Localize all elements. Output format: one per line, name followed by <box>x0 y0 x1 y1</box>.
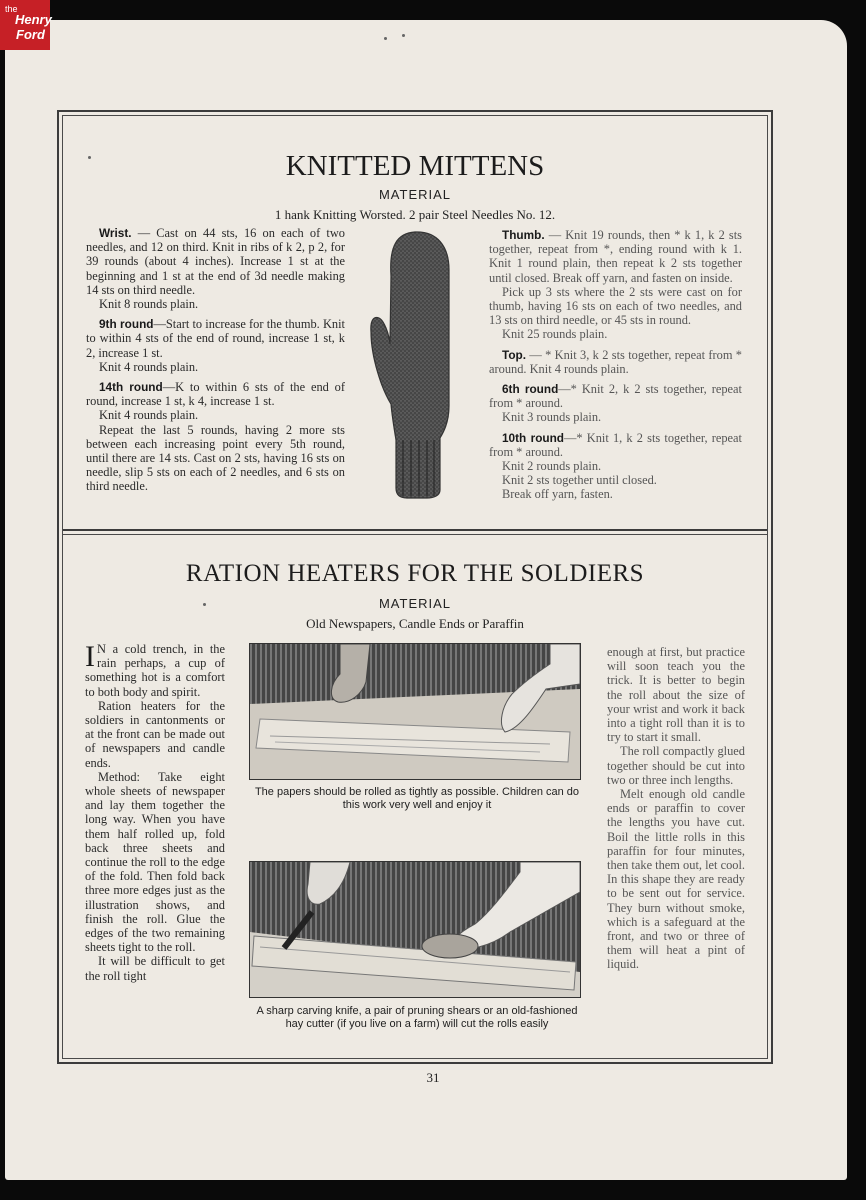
photo-cutting-rolls <box>249 861 581 998</box>
paragraph <box>85 770 225 955</box>
step-label: Wrist. <box>99 226 132 240</box>
paragraph <box>607 744 745 787</box>
speck <box>402 34 405 37</box>
step-label: 9th round <box>99 317 154 332</box>
logo-word-henry: Henry <box>15 12 52 27</box>
step-text: Knit 8 rounds plain. <box>99 297 199 312</box>
paragraph <box>489 473 742 487</box>
heaters-left-column <box>85 642 225 983</box>
step-text: Knit 2 sts together until closed. <box>502 473 657 488</box>
step-text: Knit 25 rounds plain. <box>502 327 608 342</box>
caption-rolling: The papers should be rolled as tightly as possible. Children can do this work very well and enjoy it <box>254 786 580 811</box>
paragraph <box>489 348 742 376</box>
step-text: Pick up 3 sts where the 2 sts were cast on for thumb, having 16 sts on each of two needles, and 13 sts on third needle, or 45 sts in round. <box>489 284 742 328</box>
paragraph-text: Ration heaters for the soldiers in cantonments or at the front can be made out of newspapers and candle ends. <box>85 698 225 770</box>
paragraph <box>86 360 345 374</box>
step-text: Knit 3 rounds plain. <box>502 410 602 425</box>
mitten-illustration <box>367 228 463 500</box>
paragraph <box>85 642 225 699</box>
paragraph-text: It will be difficult to get the roll tight <box>85 954 225 983</box>
step-text: — Knit 19 rounds, then * k 1, k 2 sts together, repeat from *, ending round with k 1. Knit 1 round plain, then repeat k 2 sts together until closed. Break off yarn, and fasten on inside. <box>489 228 742 285</box>
paragraph-text: enough at first, but practice will soon teach you the trick. It is better to begin the roll about the size of your wrist and work it back into a tight roll than it is to try to start it small. <box>607 645 745 745</box>
mittens-material-heading: MATERIAL <box>378 187 452 202</box>
paragraph <box>85 954 225 982</box>
paragraph-text: Melt enough old candle ends or paraffin to cover the lengths you have cut. Boil the little rolls in this paraffin for four minutes, then take them out, let cool. In this shape they are ready to be sent out for service. They burn without smoke, which is a safeguard at the front, and two or three of them will heat a pint of liquid. <box>607 787 745 972</box>
paragraph <box>489 382 742 410</box>
step-text: Repeat the last 5 rounds, having 2 more sts between each increasing point every 5th round, until there are 14 sts. Cast on 2 sts, having 16 sts on needle, slip 5 sts on each of 2 needles, and 6 sts on third needle. <box>86 422 345 494</box>
step-text: —K to within 6 sts of the end of round, increase 1 st, k 4, increase 1 st. <box>86 380 345 409</box>
step-label: 14th round <box>99 380 163 395</box>
step-text: — * Knit 3, k 2 sts together, repeat from * around. Knit 4 rounds plain. <box>489 347 742 376</box>
heaters-material-heading: MATERIAL <box>378 596 452 611</box>
page-number: 31 <box>426 1070 440 1085</box>
logo-word-ford: Ford <box>16 27 45 42</box>
step-label: Thumb. <box>502 228 545 242</box>
step-text: — Cast on 44 sts, 16 on each of two needles, and 12 on third. Knit in ribs of k 2, p 2, for 39 rounds (about 4 inches). Increase 1 st at the beginning and 1 st at the end of 3d needle making 14 sts on third needle. <box>86 226 345 297</box>
heaters-title: RATION HEATERS FOR THE SOLDIERS <box>185 560 645 587</box>
paragraph <box>489 285 742 328</box>
henry-ford-logo <box>0 0 50 50</box>
speck <box>384 37 387 40</box>
mittens-right-column <box>489 228 742 502</box>
paragraph <box>86 423 345 494</box>
drop-cap: I <box>85 640 95 673</box>
step-text: Knit 4 rounds plain. <box>99 408 199 423</box>
paragraph <box>607 787 745 972</box>
logo-the: the <box>5 4 18 14</box>
paragraph <box>86 317 345 360</box>
mittens-left-column <box>86 226 345 494</box>
step-text: Knit 4 rounds plain. <box>99 359 199 374</box>
step-text: —Start to increase for the thumb. Knit to within 4 sts of the end of round, increase 1 st, k 2, increase 1 st. <box>86 317 345 360</box>
article-frame <box>57 110 773 1064</box>
step-text: —* Knit 2, k 2 sts together, repeat from * around. <box>489 382 743 411</box>
paragraph <box>489 410 742 424</box>
caption-cutting: A sharp carving knife, a pair of pruning shears or an old-fashioned hay cutter (if you live on a farm) will cut the rolls easily <box>256 1005 578 1030</box>
section-divider <box>63 529 767 535</box>
paragraph <box>489 487 742 501</box>
heaters-materials: Old Newspapers, Candle Ends or Paraffin <box>306 616 524 631</box>
step-text: Knit 2 rounds plain. <box>502 459 602 474</box>
step-label: 10th round <box>502 430 565 445</box>
article-frame-inner <box>62 115 768 1059</box>
paragraph <box>86 226 345 297</box>
paragraph <box>607 645 745 744</box>
photo-rolling-papers <box>249 643 581 780</box>
step-text: —* Knit 1, k 2 sts together, repeat from * around. <box>489 430 742 459</box>
paragraph <box>489 228 742 285</box>
step-label: 6th round <box>502 382 559 397</box>
paragraph <box>489 327 742 341</box>
step-text: Break off yarn, fasten. <box>502 487 613 502</box>
paragraph <box>86 408 345 422</box>
paragraph <box>85 699 225 770</box>
paragraph-text: N a cold trench, in the rain perhaps, a cup of something hot is a comfort to both body and spirit. <box>85 642 225 699</box>
paragraph <box>86 380 345 408</box>
heaters-right-column <box>607 645 745 972</box>
paragraph-text: Method: Take eight whole sheets of newspaper and lay them together the long way. When you have them half rolled up, fold back three sheets and continue the roll to the edge of the fold. Then fold back three more edges just as the illustration shows, and finish the roll. Glue the edges of the two remaining sheets tight to the roll. <box>85 769 225 955</box>
paragraph <box>489 459 742 473</box>
paragraph-text: The roll compactly glued together should be cut into two or three inch lengths. <box>607 744 745 787</box>
paragraph <box>489 431 742 459</box>
step-label: Top. <box>502 347 527 362</box>
mittens-title: KNITTED MITTENS <box>285 150 545 182</box>
paragraph <box>86 297 345 311</box>
mittens-materials: 1 hank Knitting Worsted. 2 pair Steel Needles No. 12. <box>274 207 556 222</box>
